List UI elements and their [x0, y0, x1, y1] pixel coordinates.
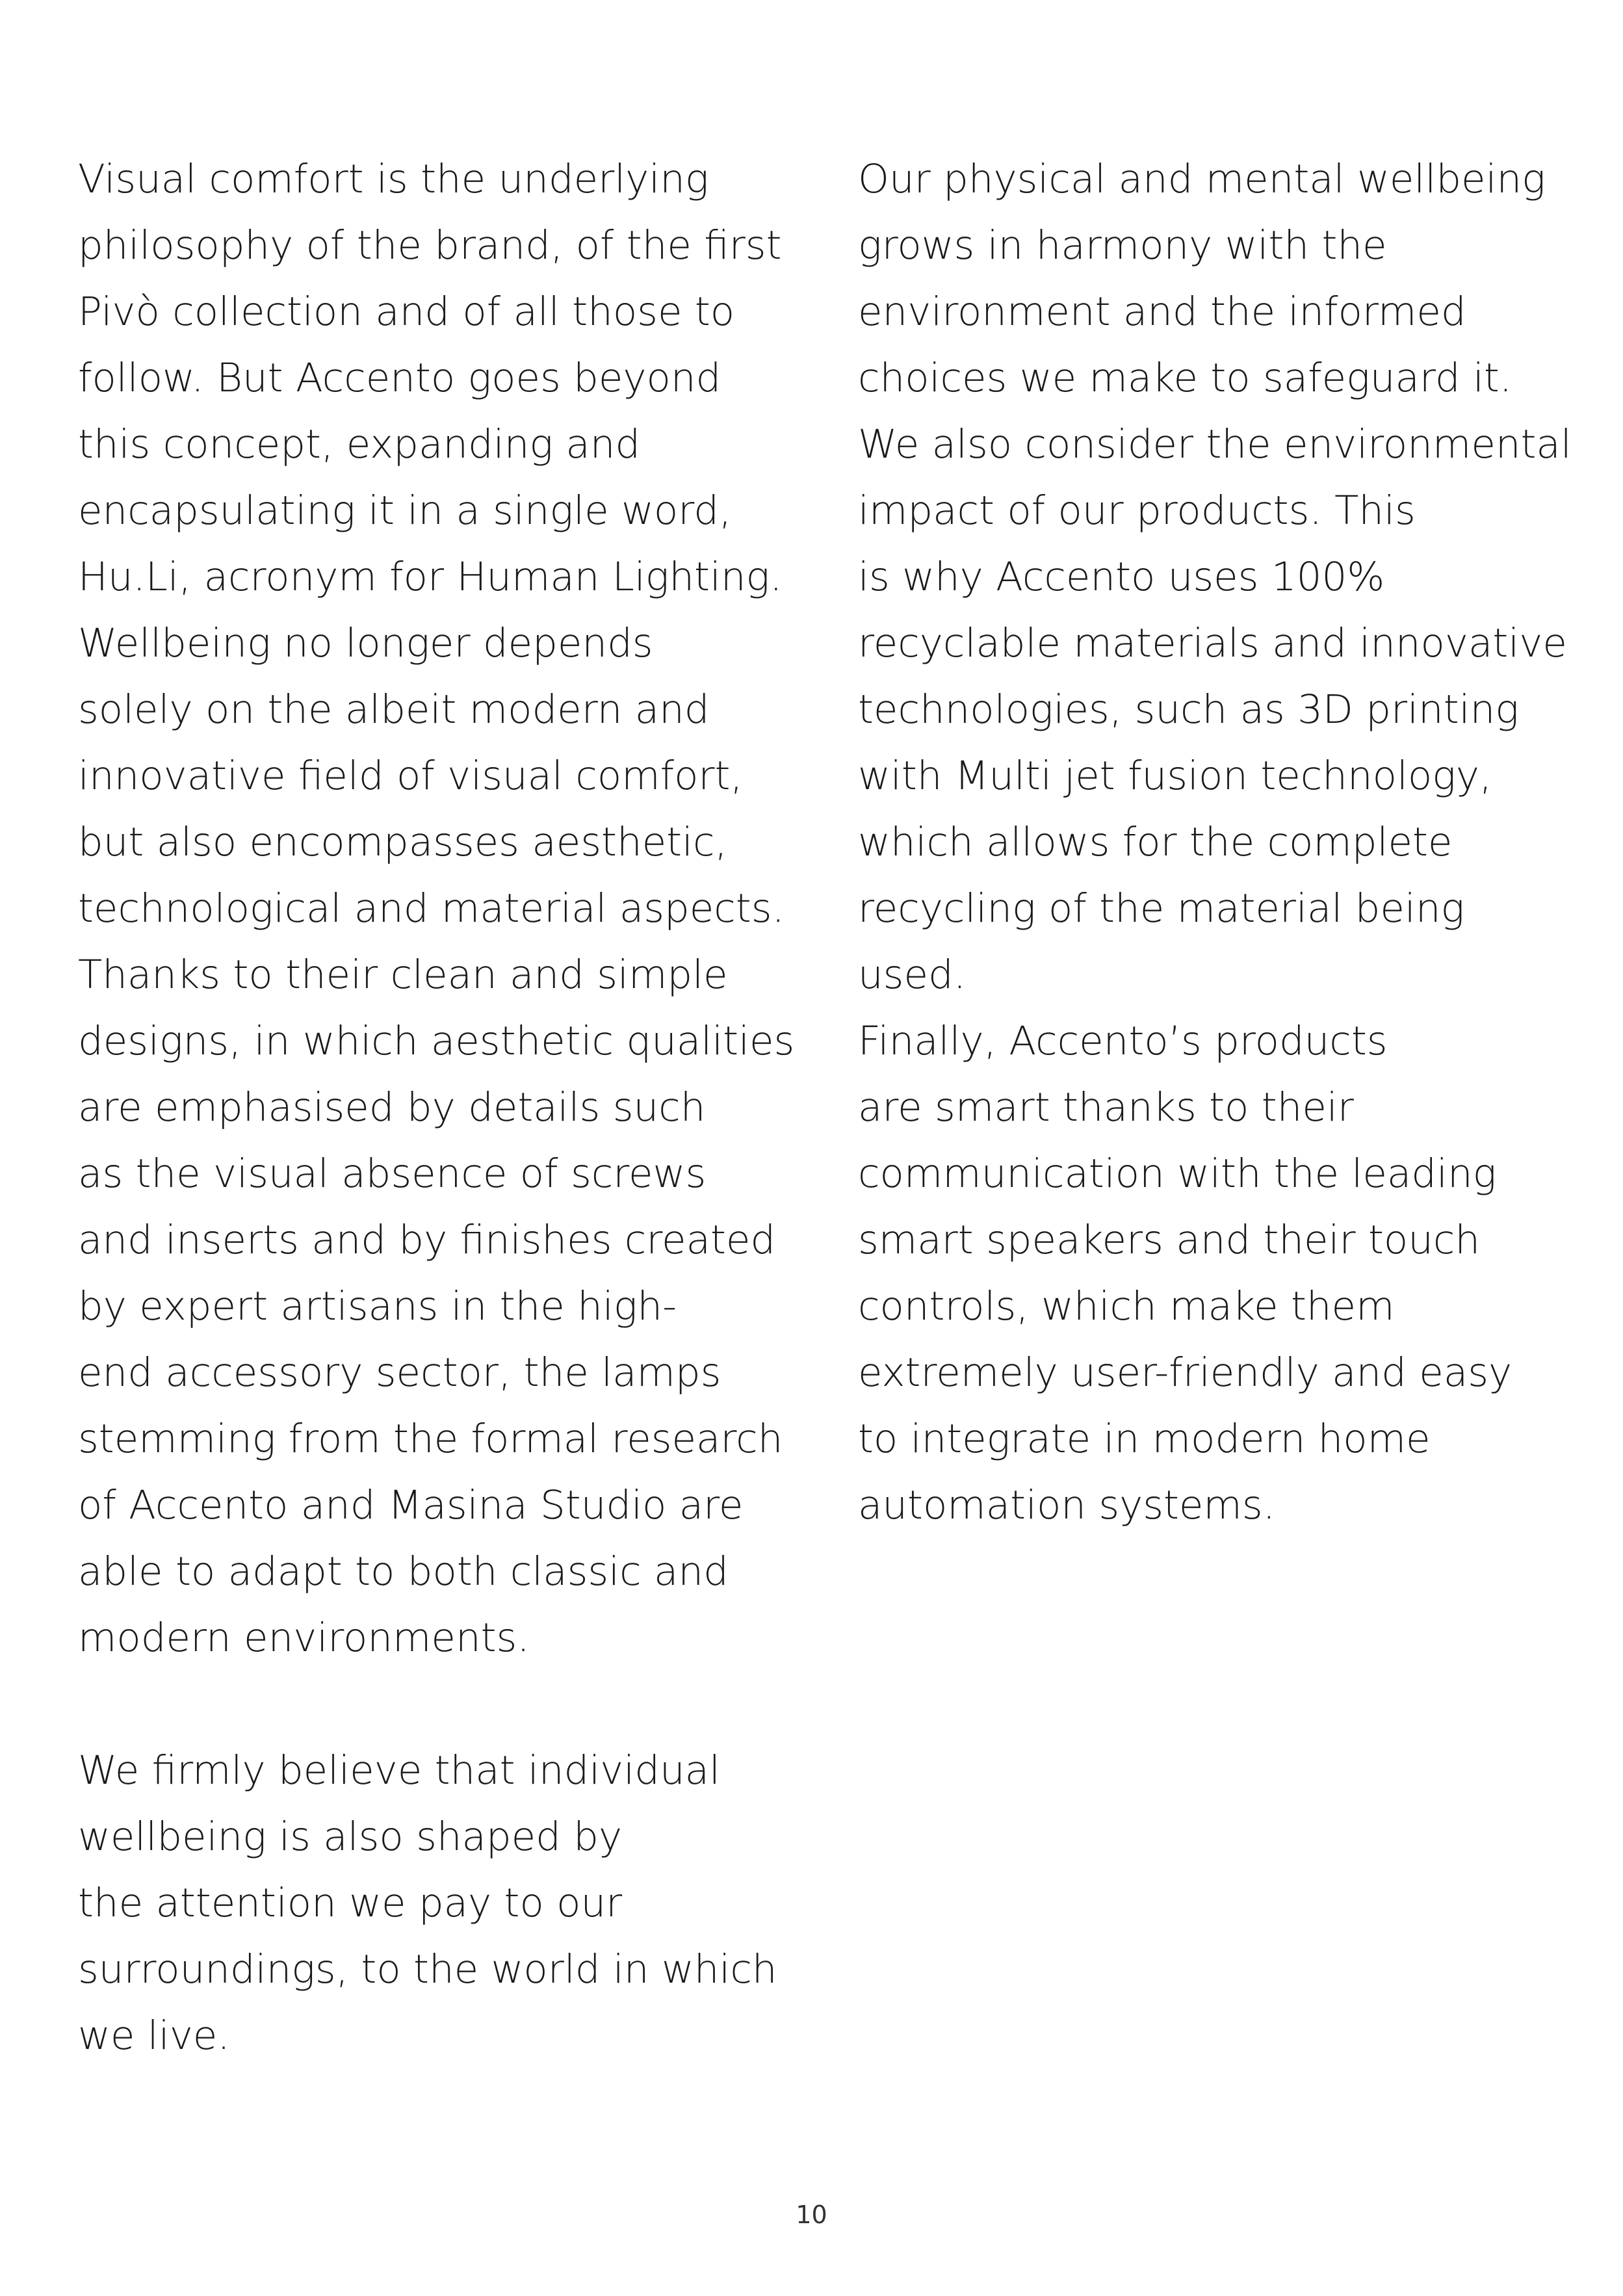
- text-line: of Accento and Masina Studio are: [78, 1482, 744, 1528]
- paragraph-environment: [858, 146, 1623, 1539]
- text-line: solely on the albeit modern and: [78, 686, 710, 733]
- text-line: by expert artisans in the high-: [78, 1283, 677, 1329]
- text-line: as the visual absence of screws: [78, 1151, 707, 1197]
- text-line: follow. But Accento goes beyond: [78, 355, 721, 401]
- text-line: but also encompasses aesthetic,: [78, 819, 727, 865]
- text-line: designs, in which aesthetic qualities: [78, 1018, 795, 1064]
- text-line: recycling of the material being: [858, 885, 1465, 932]
- text-line: which allows for the complete: [858, 819, 1453, 865]
- text-line: able to adapt to both classic and: [78, 1548, 729, 1595]
- text-line: We also consider the environmental: [858, 421, 1572, 467]
- text-line: surroundings, to the world in which: [78, 1946, 777, 1992]
- text-line: Visual comfort is the underlying: [78, 156, 709, 202]
- text-line: impact of our products. This: [858, 488, 1416, 534]
- text-line: technological and material aspects.: [78, 885, 785, 932]
- text-line: end accessory sector, the lamps: [78, 1350, 721, 1396]
- text-line: Hu.Li, acronym for Human Lighting.: [78, 554, 783, 600]
- text-line: We firmly believe that individual: [78, 1747, 720, 1794]
- text-line: are emphasised by details such: [78, 1084, 706, 1130]
- text-line: innovative field of visual comfort,: [78, 753, 743, 799]
- text-line: smart speakers and their touch: [858, 1217, 1481, 1263]
- text-line: Thanks to their clean and simple: [78, 952, 728, 998]
- left-column: [78, 146, 877, 2069]
- text-line: this concept, expanding and: [78, 421, 641, 467]
- paragraph-individual-wellbeing: [78, 1738, 877, 2069]
- text-line: philosophy of the brand, of the first: [78, 222, 782, 268]
- text-line: with Multi jet fusion technology,: [858, 753, 1492, 799]
- text-line: are smart thanks to their: [858, 1084, 1354, 1130]
- page-number: 10: [796, 2200, 827, 2229]
- text-line: technologies, such as 3D printing: [858, 686, 1519, 733]
- text-line: encapsulating it in a single word,: [78, 488, 732, 534]
- text-line: Pivò collection and of all those to: [78, 289, 735, 335]
- text-line: Our physical and mental wellbeing: [858, 156, 1546, 202]
- text-line: used.: [858, 952, 967, 998]
- text-line: modern environments.: [78, 1615, 530, 1661]
- right-column: [858, 146, 1623, 1539]
- text-line: automation systems.: [858, 1482, 1276, 1528]
- paragraph-gap: [78, 1671, 877, 1738]
- text-line: to integrate in modern home: [858, 1416, 1431, 1462]
- text-line: choices we make to safeguard it.: [858, 355, 1513, 401]
- text-line: extremely user-friendly and easy: [858, 1350, 1513, 1396]
- text-line: stemming from the formal research: [78, 1416, 783, 1462]
- text-line: wellbeing is also shaped by: [78, 1814, 623, 1860]
- text-line: we live.: [78, 2013, 230, 2059]
- text-line: controls, which make them: [858, 1283, 1395, 1329]
- text-line: and inserts and by finishes created: [78, 1217, 776, 1263]
- text-line: communication with the leading: [858, 1151, 1497, 1197]
- paragraph-visual-comfort: [78, 146, 877, 1671]
- text-line: the attention we pay to our: [78, 1880, 623, 1926]
- text-line: grows in harmony with the: [858, 222, 1387, 268]
- text-line: Wellbeing no longer depends: [78, 620, 653, 666]
- text-line: Finally, Accento’s products: [858, 1018, 1388, 1064]
- text-line: is why Accento uses 100%: [858, 554, 1385, 600]
- text-line: recyclable materials and innovative: [858, 620, 1567, 666]
- text-line: environment and the informed: [858, 289, 1466, 335]
